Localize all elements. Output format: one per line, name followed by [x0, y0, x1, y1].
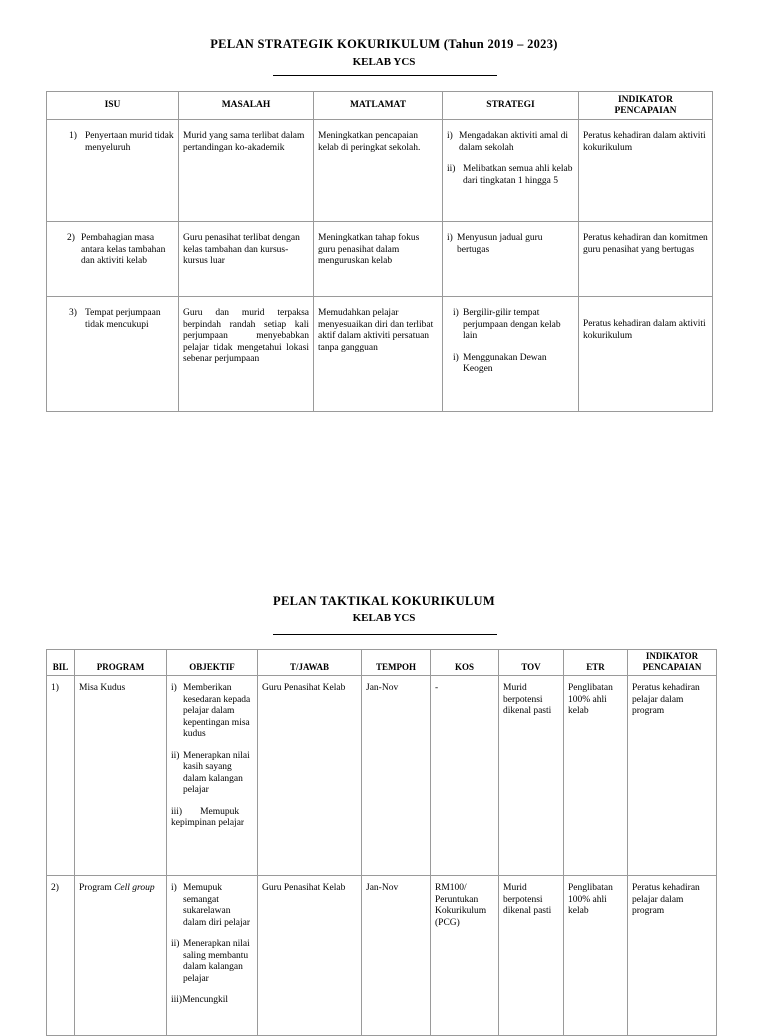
header-kos: KOS [431, 650, 499, 676]
isu-number: 2) [67, 233, 75, 243]
objektif-text: Memupuk kepimpinan pelajar [171, 806, 245, 828]
strategi-number: ii) [447, 164, 456, 174]
tjawab-text: Guru Penasihat Kelab [262, 683, 346, 693]
header-objektif: OBJEKTIF [167, 650, 258, 676]
tactical-title-rule [273, 634, 497, 635]
kos-text: RM100/ Peruntukan Kokurikulum (PCG) [435, 883, 487, 928]
tov-text: Murid berpotensi dikenal pasti [503, 683, 552, 716]
bil-cell [47, 876, 75, 1036]
kos-cell [431, 676, 499, 876]
indikator-cell [579, 222, 713, 297]
isu-text: Penyertaan murid tidak menyeluruh [85, 131, 174, 153]
bil-cell [47, 676, 75, 876]
strategi-cell [443, 222, 579, 297]
indikator-cell [579, 297, 713, 412]
tov-text: Murid berpotensi dikenal pasti [503, 883, 552, 916]
strategi-text: Menggunakan Dewan Keogen [463, 352, 547, 374]
indikator-text: Peratus kehadiran dalam aktiviti kokurikulum [583, 131, 706, 153]
objektif-item [171, 995, 253, 1007]
matlamat-text: Meningkatkan pencapaian kelab di peringkat sekolah. [318, 131, 421, 153]
tempoh-cell [362, 676, 431, 876]
etr-cell [564, 876, 628, 1036]
isu-cell [47, 222, 179, 297]
objektif-text: Memupuk semangat sukarelawan dalam diri pelajar [183, 883, 250, 928]
tov-cell [499, 876, 564, 1036]
tactical-table [46, 649, 717, 1036]
objektif-cell [167, 676, 258, 876]
masalah-text: Guru dan murid terpaksa berpindah randah setiap kali perjumpaan menyebabkan pelajar tidak mengetahui lokasi sebenar perjumpaan [183, 308, 309, 364]
strategi-text: Mengadakan aktiviti amal di dalam sekolah [459, 131, 568, 153]
objektif-number: i) [171, 883, 177, 893]
objektif-number: i) [171, 683, 177, 693]
header-masalah: MASALAH [179, 92, 314, 120]
tjawab-cell [258, 876, 362, 1036]
isu-number: 3) [69, 308, 77, 318]
header-isu: ISU [47, 92, 179, 120]
strategi-text: Menyusun jadual guru bertugas [457, 233, 543, 255]
strategi-text: Bergilir-gilir tempat perjumpaan dengan kelab lain [463, 308, 561, 341]
objektif-number: iii) [171, 995, 183, 1005]
masalah-text: Murid yang sama terlibat dalam pertandingan ko-akademik [183, 131, 305, 153]
isu-cell [47, 297, 179, 412]
etr-text: Penglibatan 100% ahli kelab [568, 883, 613, 916]
bil-text: 2) [51, 883, 59, 893]
strategic-subtitle: KELAB YCS [352, 56, 416, 68]
header-matlamat: MATLAMAT [314, 92, 443, 120]
tov-cell [499, 676, 564, 876]
masalah-cell [179, 120, 314, 222]
kos-text: - [435, 683, 439, 693]
header-tov: TOV [499, 650, 564, 676]
tactical-header-row [47, 650, 717, 676]
kos-cell [431, 876, 499, 1036]
strategi-cell [443, 120, 579, 222]
indikator-text: Peratus kehadiran dan komitmen guru penasihat yang bertugas [583, 233, 708, 255]
objektif-number: ii) [171, 750, 180, 761]
strategi-item [447, 131, 574, 154]
isu-text: Tempat perjumpaan tidak mencukupi [85, 308, 161, 330]
tempoh-text: Jan-Nov [366, 883, 399, 893]
program-text: Misa Kudus [79, 683, 126, 693]
tempoh-cell [362, 876, 431, 1036]
objektif-text: Menerapkan nilai saling membantu dalam kalangan pelajar [183, 939, 250, 984]
matlamat-cell [314, 120, 443, 222]
etr-text: Penglibatan 100% ahli kelab [568, 683, 613, 716]
matlamat-text: Memudahkan pelajar menyesuaikan diri dan terlibat aktif dalam aktiviti persatuan tanpa gangguan [318, 308, 434, 353]
masalah-text: Guru penasihat terlibat dengan kelas tambahan dan kursus-kursus luar [183, 233, 300, 266]
header-tempoh: TEMPOH [362, 650, 431, 676]
tempoh-text: Jan-Nov [366, 683, 399, 693]
strategi-text: Melibatkan semua ahli kelab dari tingkatan 1 hingga 5 [463, 164, 573, 186]
masalah-cell [179, 297, 314, 412]
header-strategi: STRATEGI [443, 92, 579, 120]
strategi-item [447, 164, 574, 187]
strategi-number: i) [453, 308, 459, 318]
indikator-text: Peratus kehadiran pelajar dalam program [632, 883, 700, 916]
strategic-row [47, 120, 713, 222]
strategic-title-rule [273, 75, 497, 76]
header-tjawab: T/JAWAB [258, 650, 362, 676]
objektif-text: Mencungkil [182, 995, 229, 1005]
strategi-number: i) [453, 352, 459, 363]
tactical-subtitle: KELAB YCS [352, 612, 416, 624]
matlamat-cell [314, 297, 443, 412]
strategi-cell [443, 297, 579, 412]
objektif-cell [167, 876, 258, 1036]
indikator-cell [628, 876, 717, 1036]
strategic-row [47, 222, 713, 297]
indikator-cell [579, 120, 713, 222]
isu-cell [47, 120, 179, 222]
header-etr: ETR [564, 650, 628, 676]
indikator-text: Peratus kehadiran pelajar dalam program [632, 683, 700, 716]
strategi-number: i) [447, 131, 453, 141]
isu-number: 1) [69, 131, 77, 141]
strategi-item [453, 353, 574, 376]
program-text: Program [79, 883, 115, 893]
bil-text: 1) [51, 683, 59, 693]
indikator-text: Peratus kehadiran dalam aktiviti kokurikulum [583, 319, 706, 341]
strategi-number: i) [447, 233, 453, 243]
program-cell [75, 876, 167, 1036]
objektif-item [171, 807, 253, 830]
objektif-item [171, 751, 253, 797]
program-text-italic: Cell group [114, 883, 155, 893]
etr-cell [564, 676, 628, 876]
objektif-item [171, 883, 253, 929]
strategic-title: PELAN STRATEGIK KOKURIKULUM (Tahun 2019 – 2023) [210, 37, 558, 51]
header-program: PROGRAM [75, 650, 167, 676]
objektif-item [171, 939, 253, 985]
masalah-cell [179, 222, 314, 297]
tactical-row [47, 876, 717, 1036]
header-bil: BIL [47, 650, 75, 676]
program-cell [75, 676, 167, 876]
objektif-text: Menerapkan nilai kasih sayang dalam kalangan pelajar [183, 750, 250, 795]
tactical-title: PELAN TAKTIKAL KOKURIKULUM [273, 594, 495, 608]
objektif-number: iii) [171, 806, 183, 817]
strategi-item [453, 308, 574, 343]
strategic-table [46, 91, 713, 412]
objektif-item [171, 683, 253, 741]
tjawab-text: Guru Penasihat Kelab [262, 883, 346, 893]
matlamat-cell [314, 222, 443, 297]
strategic-header-row [47, 92, 713, 120]
tactical-row [47, 676, 717, 876]
isu-text: Pembahagian masa antara kelas tambahan dan aktiviti kelab [81, 233, 166, 266]
header-indikator: INDIKATOR PENCAPAIAN [628, 650, 717, 676]
strategi-item [447, 233, 574, 256]
tjawab-cell [258, 676, 362, 876]
objektif-number: ii) [171, 939, 180, 949]
header-indikator: INDIKATOR PENCAPAIAN [579, 92, 713, 120]
matlamat-text: Meningkatkan tahap fokus guru penasihat dalam menguruskan kelab [318, 233, 420, 266]
indikator-cell [628, 676, 717, 876]
objektif-text: Memberikan kesedaran kepada pelajar dalam kepentingan misa kudus [183, 683, 251, 739]
strategic-row [47, 297, 713, 412]
